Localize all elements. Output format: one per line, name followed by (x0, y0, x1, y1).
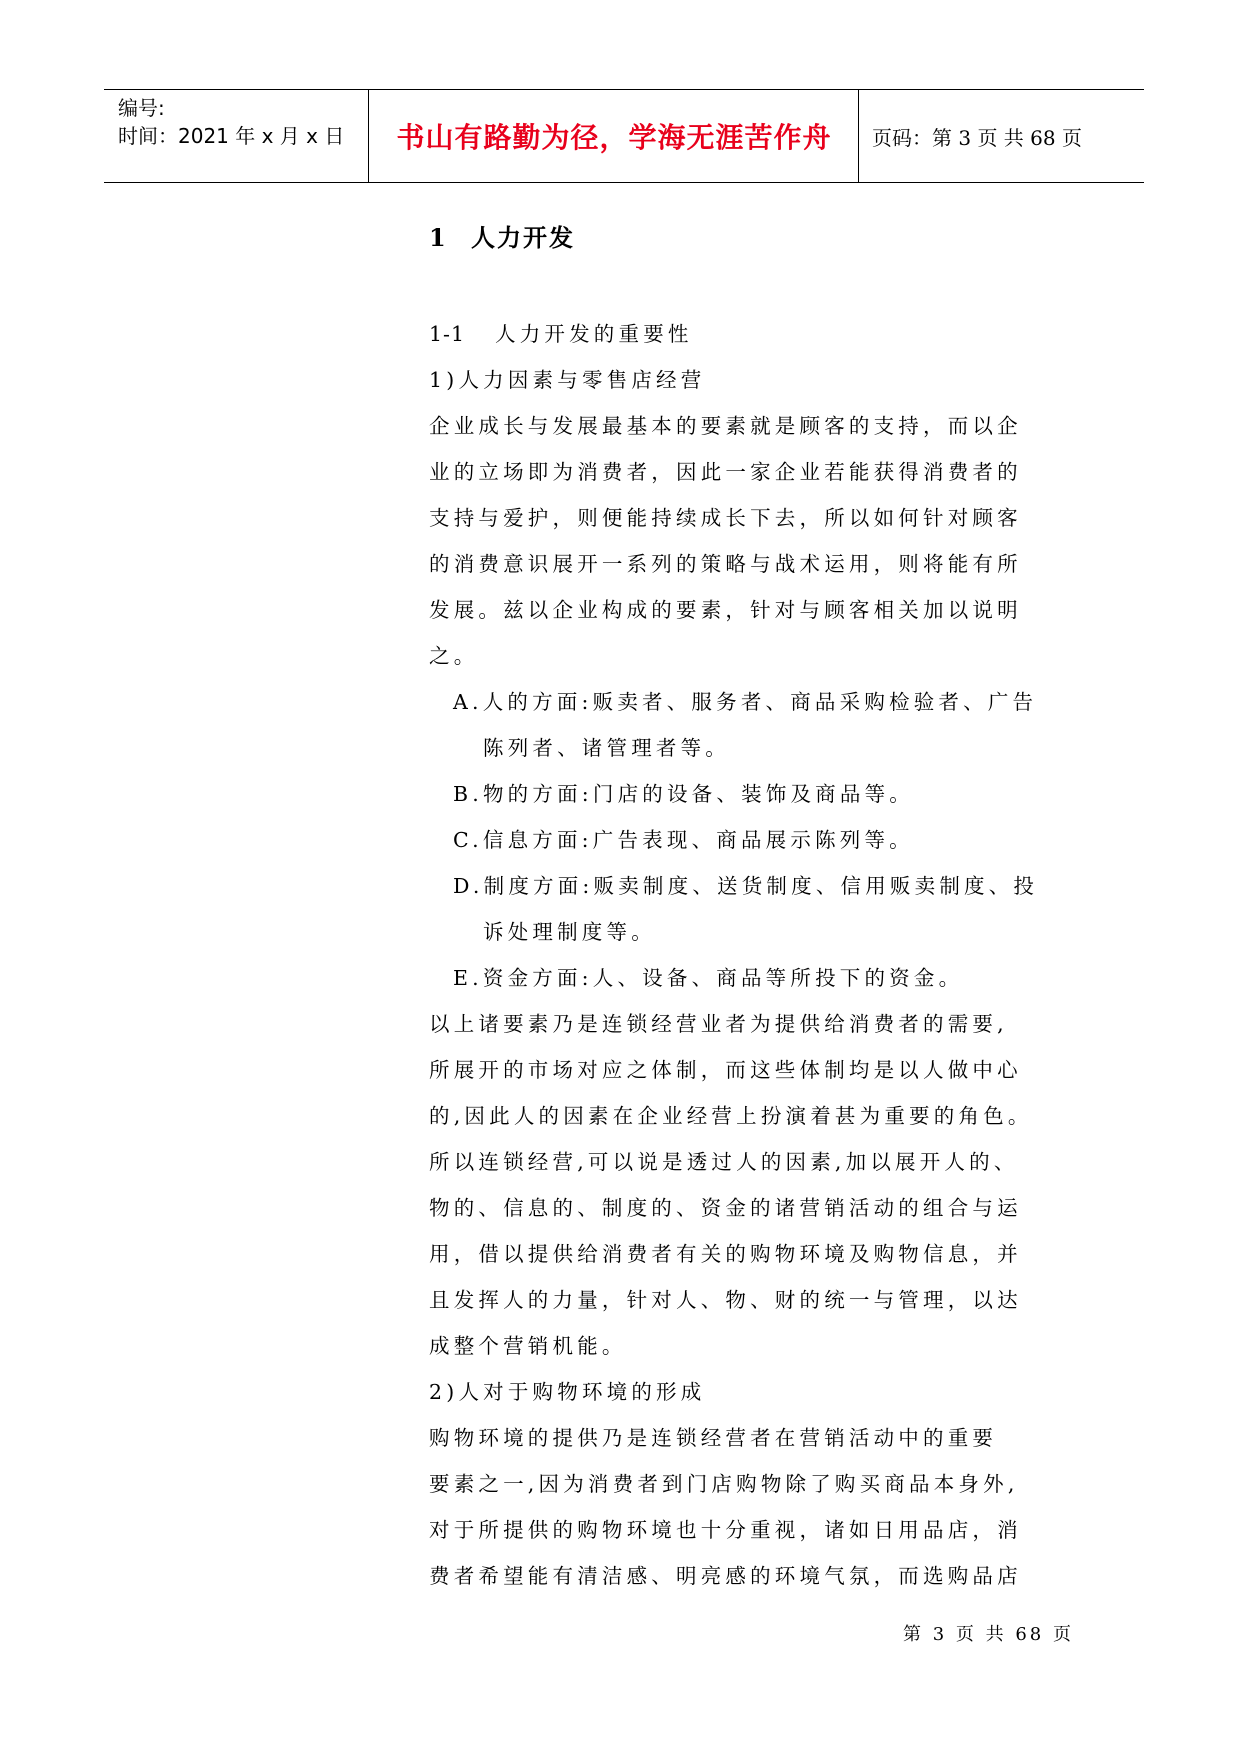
section-number: 1 (429, 223, 448, 252)
text-line: 费者希望能有清洁感、明亮感的环境气氛，而选购品店 (429, 1564, 1022, 1588)
text-line: 以上诸要素乃是连锁经营业者为提供给消费者的需要, (429, 1012, 1008, 1036)
header-motto: 书山有路勤为径，学海无涯苦作舟 (396, 121, 832, 154)
text-line: 用，借以提供给消费者有关的购物环境及购物信息，并 (429, 1242, 1022, 1266)
list-item: B.物的方面:门店的设备、装饰及商品等。 (453, 782, 914, 806)
subsection-number: 1-1 (429, 322, 466, 346)
doc-time-label: 时间：2021 年 x 月 x 日 (118, 124, 345, 148)
header-meta (118, 94, 368, 150)
text-line: 发展。兹以企业构成的要素，针对与顾客相关加以说明 (429, 598, 1022, 622)
list-item-continuation: 陈列者、诸管理者等。 (483, 736, 730, 760)
text-line: 支持与爱护，则便能持续成长下去，所以如何针对顾客 (429, 506, 1022, 530)
page-footer: 第 3 页 共 68 页 (903, 1624, 1074, 1645)
text-line: 的,因此人的因素在企业经营上扮演着甚为重要的角色。 (429, 1104, 1033, 1128)
list-item: D.制度方面:贩卖制度、送货制度、信用贩卖制度、投 (453, 874, 1039, 898)
header-page-info: 页码：第 3 页 共 68 页 (872, 125, 1082, 150)
text-line: 1)人力因素与零售店经营 (429, 368, 706, 392)
list-item-continuation: 诉处理制度等。 (483, 920, 656, 944)
text-line: 要素之一,因为消费者到门店购物除了购买商品本身外, (429, 1472, 1019, 1496)
subsection-heading (429, 311, 1069, 357)
text-line: 且发挥人的力量，针对人、物、财的统一与管理，以达 (429, 1288, 1022, 1312)
list-item: C.信息方面:广告表现、商品展示陈列等。 (453, 828, 914, 852)
text-line: 成整个营销机能。 (429, 1334, 627, 1358)
text-line: 所展开的市场对应之体制，而这些体制均是以人做中心 (429, 1058, 1022, 1082)
text-line: 2)人对于购物环境的形成 (429, 1380, 706, 1404)
text-line: 对于所提供的购物环境也十分重视，诸如日用品店，消 (429, 1518, 1022, 1542)
document-body (429, 218, 1069, 1599)
header-divider (368, 90, 369, 182)
header-divider (858, 90, 859, 182)
list-item: E.资金方面:人、设备、商品等所投下的资金。 (453, 966, 964, 990)
text-line: 所以连锁经营,可以说是透过人的因素,加以展开人的、 (429, 1150, 1019, 1174)
text-line: 之。 (429, 644, 479, 668)
doc-code-label: 编号: (118, 96, 165, 120)
list-item: A.人的方面:贩卖者、服务者、商品采购检验者、广告 (453, 690, 1038, 714)
text-line: 企业成长与发展最基本的要素就是顾客的支持，而以企 (429, 414, 1022, 438)
section-heading (429, 218, 1069, 258)
text-line: 业的立场即为消费者，因此一家企业若能获得消费者的 (429, 460, 1022, 484)
page-header (104, 89, 1144, 183)
text-lines (429, 311, 1069, 1599)
text-line: 物的、信息的、制度的、资金的诸营销活动的组合与运 (429, 1196, 1022, 1220)
subsection-title: 人力开发的重要性 (495, 322, 693, 346)
text-line: 的消费意识展开一系列的策略与战术运用，则将能有所 (429, 552, 1022, 576)
text-line: 购物环境的提供乃是连锁经营者在营销活动中的重要 (429, 1426, 998, 1450)
section-title: 人力开发 (471, 224, 575, 252)
